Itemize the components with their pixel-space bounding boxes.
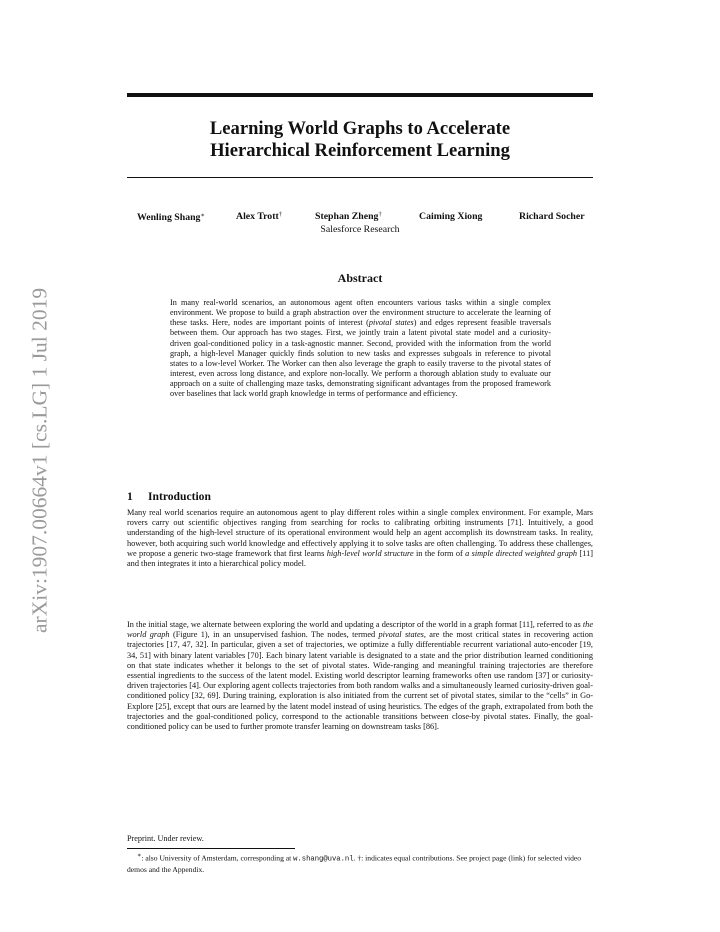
section-number: 1 bbox=[127, 490, 133, 503]
author-name: Wenling Shang bbox=[137, 212, 201, 223]
title-line-2: Hierarchical Reinforcement Learning bbox=[210, 140, 510, 161]
author-list bbox=[127, 211, 607, 225]
abstract-heading: Abstract bbox=[337, 271, 383, 285]
abstract-emphasis: pivotal states bbox=[368, 318, 414, 328]
abstract-text-part: ) and edges represent feasible traversals between them. Our approach has two stages. First, we jointly train a latent pivotal state model and a curiosity-driven goal-conditioned policy in a task-agnostic manner. Second, provided with the information from the world graph, a high-level Manager quickly finds solution to new tasks and expresses subgoals in reference to pivotal states to a low-level Worker. The Worker can then also leverage the graph to easily traverse to the pivotal states of interest, even across long distance, and explore non-locally. We perform a thorough ablation study to evaluate our approach on a suite of challenging maze tasks, demonstrating significant advantages from the proposed framework over baselines that lack world graph knowledge in terms of performance and efficiency. bbox=[170, 318, 552, 399]
author bbox=[519, 211, 585, 222]
paragraph-text: [11] and then integrates it into a hierarchical policy model. bbox=[127, 548, 593, 569]
author-name: Stephan Zheng bbox=[315, 211, 379, 222]
author-mark: ∗ bbox=[200, 212, 205, 219]
paragraph-text: in the form of bbox=[413, 548, 466, 558]
author bbox=[315, 211, 382, 222]
footnote-text: . †: indicates equal contributions. See project page (link) for selected video demos and the Appendix. bbox=[127, 853, 582, 875]
paper-title bbox=[127, 118, 593, 162]
footnote-rule bbox=[127, 848, 295, 849]
arxiv-identifier: arXiv:1907.00664v1 [cs.LG] 1 Jul 2019 bbox=[27, 287, 52, 633]
author-name: Alex Trott bbox=[236, 211, 279, 222]
abstract-text bbox=[170, 298, 551, 400]
paragraph-emphasis: pivotal states bbox=[378, 630, 424, 640]
paragraph-emphasis: a simple directed weighted graph bbox=[465, 548, 578, 558]
title-line-1: Learning World Graphs to Accelerate bbox=[209, 118, 511, 139]
title-top-rule bbox=[127, 93, 593, 97]
intro-paragraph-2 bbox=[127, 620, 593, 732]
abstract-text-part: In many real-world scenarios, an autonomous agent often encounters various tasks within a single complex environment. We propose to build a graph abstraction over the environment structure to accelerate the learning of these tasks. Here, nodes are important points of interest ( bbox=[170, 298, 551, 328]
paragraph-text: Many real world scenarios require an autonomous agent to play different roles within a single complex environment. For example, Mars rovers carry out scientific objectives ranging from searching for rocks to calibrating orbiting instruments [71]. Intuitively, a good understanding of the high-level structure of its operational environment would help an agent accomplish its downstream tasks. In reality, however, both acquiring such world knowledge and effectively applying it to solve tasks are often challenging. To address these challenges, we propose a generic two-stage framework that first learns bbox=[127, 508, 593, 558]
section-heading bbox=[127, 490, 211, 503]
email-address: w.shang@uva.nl bbox=[293, 855, 354, 864]
author bbox=[236, 211, 282, 222]
paragraph-emphasis: the world graph bbox=[127, 620, 593, 640]
footnote bbox=[127, 851, 593, 876]
paragraph-text: , are the most critical states in recovering action trajectories [17, 47, 32]. In particular, given a set of trajectories, we optimize a fully differentiable recurrent variational auto-encoder [19, 34, 51] with binary latent variables [70]. Each binary latent variable is designated to a state and the prior distribution learned conditioning on that state indicates whether it belongs to the set of pivotal states. Wide-ranging and meaningful training trajectories are therefore essential ingredients to the success of the latent model. Existing world descriptor learning frameworks often use random [37] or curiosity-driven trajectories [4]. Our exploring agent collects trajectories from both random walks and a simultaneously learned curiosity-driven goal-conditioned policy [32, 69]. During training, exploration is also initiated from the current set of pivotal states, similar to the “cells” in Go-Explore [25], except that ours are learned by the latent model instead of using heuristics. The edges of the graph, extrapolated from both the trajectories and the goal-conditioned policy, correspond to the actionable transitions between close-by pivotal states. Finally, the goal-conditioned policy can be used to further promote transfer learning on downstream tasks [86]. bbox=[127, 630, 594, 732]
title-bottom-rule bbox=[127, 177, 593, 178]
footnote-mark: ∗ bbox=[137, 852, 142, 859]
author-mark: † bbox=[278, 211, 282, 218]
author bbox=[137, 211, 205, 223]
section-title: Introduction bbox=[148, 490, 211, 503]
paragraph-emphasis: high-level world structure bbox=[326, 548, 414, 558]
footnote-text: : also University of Amsterdam, corresponding at bbox=[141, 853, 294, 863]
affiliation: Salesforce Research bbox=[320, 224, 400, 235]
author-name: Richard Socher bbox=[519, 211, 585, 222]
author-mark: † bbox=[378, 211, 382, 218]
preprint-note: Preprint. Under review. bbox=[127, 834, 204, 843]
paragraph-text: In the initial stage, we alternate between exploring the world and updating a descriptor of the world in a graph format [11], referred to as bbox=[127, 620, 583, 629]
paragraph-text: (Figure 1), in an unsupervised fashion. The nodes, termed bbox=[169, 630, 379, 640]
intro-paragraph-1 bbox=[127, 508, 593, 569]
author-name: Caiming Xiong bbox=[419, 211, 483, 222]
author bbox=[419, 211, 482, 222]
